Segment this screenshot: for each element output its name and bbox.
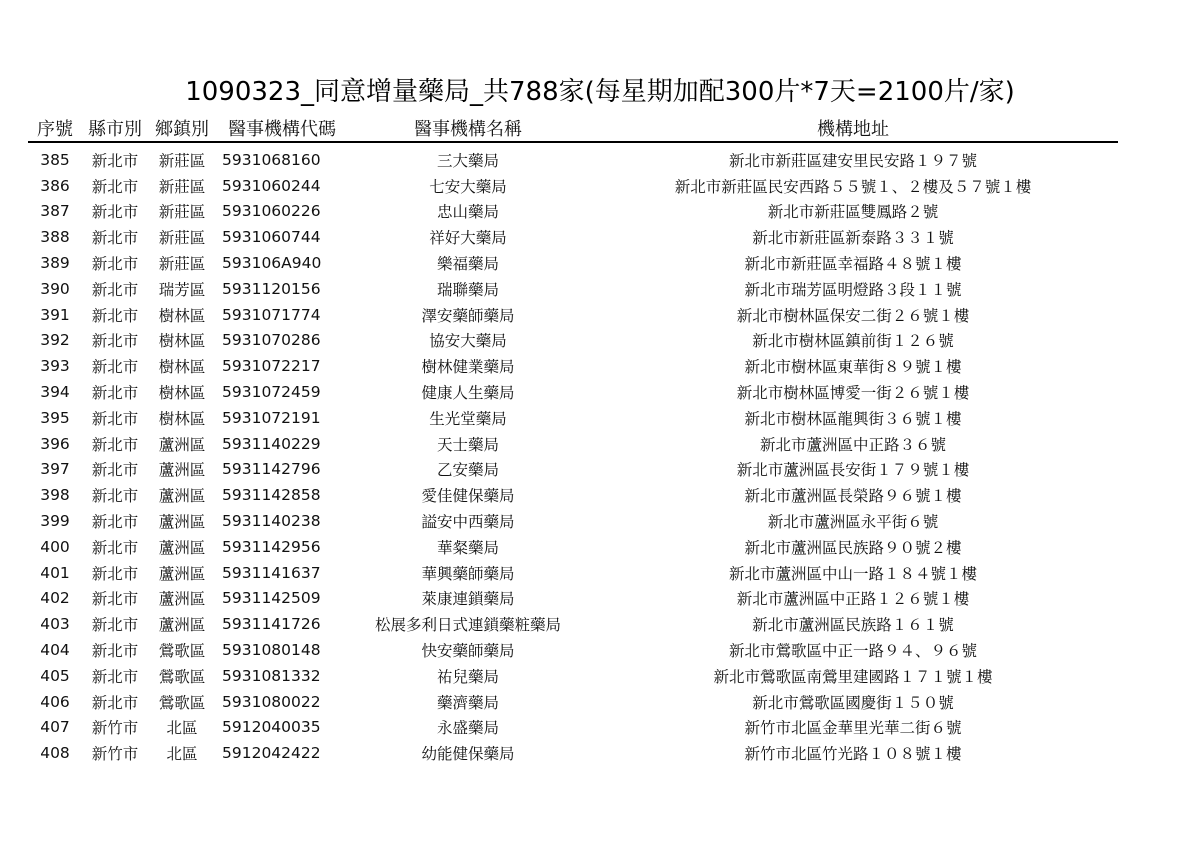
row-no: 407 — [40, 718, 70, 737]
row-no: 405 — [40, 666, 70, 685]
row-district: 瑞芳區 — [158, 280, 206, 299]
row-city: 新北市 — [91, 564, 139, 583]
header-code: 醫事機構代碼 — [228, 119, 336, 140]
row-address: 新北市蘆洲區中正路１２６號１樓 — [736, 590, 970, 609]
table-row — [28, 637, 1118, 663]
row-district: 新莊區 — [158, 255, 206, 274]
row-code: 5912040035 — [222, 718, 321, 737]
row-address: 新北市樹林區鎮前街１２６號 — [752, 332, 954, 351]
row-district: 蘆洲區 — [158, 435, 206, 454]
row-no: 404 — [40, 641, 70, 660]
row-name: 藥濟藥局 — [436, 693, 499, 712]
row-address: 新北市新莊區幸福路４８號１樓 — [744, 255, 962, 274]
row-code: 5931142858 — [222, 486, 321, 505]
row-code: 5931072191 — [222, 408, 321, 427]
row-district: 鶯歌區 — [158, 693, 206, 712]
row-code: 5931060244 — [222, 176, 321, 195]
row-name: 健康人生藥局 — [421, 384, 515, 403]
row-code: 5931141637 — [222, 563, 321, 582]
row-address: 新北市蘆洲區民族路９０號２樓 — [744, 538, 962, 557]
row-district: 樹林區 — [158, 332, 206, 351]
table-row — [28, 508, 1118, 534]
table-row — [28, 405, 1118, 431]
row-code: 5931060226 — [222, 202, 321, 221]
row-code: 5931140229 — [222, 434, 321, 453]
header-address: 機構地址 — [817, 119, 889, 140]
row-name: 天士藥局 — [436, 435, 499, 454]
row-district: 鶯歌區 — [158, 667, 206, 686]
row-name: 松展多利日式連鎖藥粧藥局 — [374, 616, 561, 635]
row-city: 新北市 — [91, 487, 139, 506]
row-code: 5931081332 — [222, 666, 321, 685]
header-no: 序號 — [37, 119, 73, 140]
row-no: 386 — [40, 176, 70, 195]
row-no: 400 — [40, 537, 70, 556]
row-code: 593106A940 — [222, 254, 322, 273]
row-no: 392 — [40, 331, 70, 350]
header-city: 縣市別 — [88, 119, 142, 140]
row-district: 蘆洲區 — [158, 590, 206, 609]
row-city: 新北市 — [91, 280, 139, 299]
table-row — [28, 534, 1118, 560]
page-title: 1090323_同意增量藥局_共788家(每星期加配300片*7天=2100片/家) — [185, 77, 1015, 107]
row-address: 新北市新莊區雙鳳路２號 — [767, 203, 939, 222]
table-body — [28, 142, 1118, 766]
row-district: 樹林區 — [158, 358, 206, 377]
table-row — [28, 276, 1118, 302]
row-city: 新北市 — [91, 358, 139, 377]
row-no: 388 — [40, 228, 70, 247]
row-name: 三大藥局 — [436, 151, 499, 170]
table-row — [28, 611, 1118, 637]
row-district: 新莊區 — [158, 203, 206, 222]
row-name: 忠山藥局 — [436, 203, 499, 222]
row-name: 幼能健保藥局 — [421, 745, 515, 764]
row-district: 樹林區 — [158, 384, 206, 403]
row-name: 華粲藥局 — [436, 538, 499, 557]
row-name: 乙安藥局 — [436, 461, 499, 480]
row-district: 蘆洲區 — [158, 461, 206, 480]
table-row — [28, 142, 1118, 173]
row-district: 新莊區 — [158, 177, 206, 196]
row-no: 406 — [40, 692, 70, 711]
table-row — [28, 250, 1118, 276]
row-name: 協安大藥局 — [429, 332, 507, 351]
row-city: 新北市 — [91, 616, 139, 635]
row-code: 5931080148 — [222, 641, 321, 660]
row-name: 愛佳健保藥局 — [421, 487, 515, 506]
row-address: 新北市蘆洲區永平街６號 — [767, 513, 939, 532]
row-name: 萊康連鎖藥局 — [421, 590, 515, 609]
row-address: 新北市瑞芳區明燈路３段１１號 — [744, 280, 962, 299]
row-district: 蘆洲區 — [158, 616, 206, 635]
table-row — [28, 586, 1118, 612]
row-address: 新北市蘆洲區長榮路９６號１樓 — [744, 487, 962, 506]
row-address: 新北市新莊區建安里民安路１９７號 — [728, 151, 977, 170]
row-no: 390 — [40, 279, 70, 298]
table-row — [28, 379, 1118, 405]
row-district: 北區 — [166, 745, 198, 764]
row-no: 394 — [40, 383, 70, 402]
row-name: 瑞聯藥局 — [436, 280, 499, 299]
row-name: 祐兒藥局 — [436, 667, 499, 686]
row-code: 5931071774 — [222, 305, 321, 324]
row-no: 391 — [40, 305, 70, 324]
row-code: 5931080022 — [222, 692, 321, 711]
row-district: 蘆洲區 — [158, 513, 206, 532]
row-city: 新北市 — [91, 461, 139, 480]
table-row — [28, 482, 1118, 508]
table-row — [28, 353, 1118, 379]
table-row — [28, 431, 1118, 457]
row-city: 新北市 — [91, 667, 139, 686]
row-no: 401 — [40, 563, 70, 582]
row-address: 新北市樹林區保安二街２６號１樓 — [736, 306, 970, 325]
row-code: 5931142509 — [222, 589, 321, 608]
row-no: 399 — [40, 512, 70, 531]
row-address: 新北市新莊區新泰路３３１號 — [752, 229, 954, 248]
row-district: 蘆洲區 — [158, 487, 206, 506]
row-address: 新北市鶯歌區國慶街１５０號 — [752, 693, 954, 712]
table-row — [28, 560, 1118, 586]
row-city: 新北市 — [91, 693, 139, 712]
row-no: 393 — [40, 357, 70, 376]
row-city: 新北市 — [91, 513, 139, 532]
row-city: 新北市 — [91, 255, 139, 274]
row-name: 生光堂藥局 — [429, 409, 507, 428]
row-no: 402 — [40, 589, 70, 608]
row-code: 5931142796 — [222, 460, 321, 479]
row-no: 403 — [40, 615, 70, 634]
row-district: 樹林區 — [158, 306, 206, 325]
table-header — [28, 115, 1118, 142]
row-no: 385 — [40, 150, 70, 169]
row-address: 新北市蘆洲區中正路３６號 — [759, 435, 946, 454]
table-row — [28, 457, 1118, 483]
row-no: 387 — [40, 202, 70, 221]
row-code: 5931142956 — [222, 537, 321, 556]
row-address: 新北市樹林區東華街８９號１樓 — [744, 358, 962, 377]
row-city: 新北市 — [91, 177, 139, 196]
table-row — [28, 328, 1118, 354]
row-code: 5931060744 — [222, 228, 321, 247]
row-address: 新竹市北區竹光路１０８號１樓 — [744, 745, 962, 764]
row-city: 新北市 — [91, 538, 139, 557]
row-city: 新北市 — [91, 435, 139, 454]
row-code: 5931070286 — [222, 331, 321, 350]
row-city: 新竹市 — [91, 719, 139, 738]
row-no: 408 — [40, 744, 70, 763]
row-address: 新竹市北區金華里光華二街６號 — [744, 719, 962, 738]
row-district: 鶯歌區 — [158, 642, 206, 661]
row-district: 樹林區 — [158, 409, 206, 428]
header-name: 醫事機構名稱 — [414, 119, 522, 140]
row-code: 5931140238 — [222, 512, 321, 531]
row-address: 新北市蘆洲區民族路１６１號 — [752, 616, 954, 635]
table-row — [28, 689, 1118, 715]
row-address: 新北市樹林區博愛一街２６號１樓 — [736, 384, 970, 403]
row-name: 謚安中西藥局 — [421, 513, 515, 532]
row-name: 樹林健業藥局 — [421, 358, 515, 377]
row-no: 396 — [40, 434, 70, 453]
row-code: 5931072217 — [222, 357, 321, 376]
row-name: 澤安藥師藥局 — [421, 306, 515, 325]
row-name: 華興藥師藥局 — [421, 564, 515, 583]
row-city: 新北市 — [91, 203, 139, 222]
table-row — [28, 173, 1118, 199]
row-name: 七安大藥局 — [429, 177, 507, 196]
table-row — [28, 302, 1118, 328]
row-code: 5931068160 — [222, 150, 321, 169]
row-city: 新北市 — [91, 151, 139, 170]
table-row — [28, 199, 1118, 225]
row-address: 新北市蘆洲區中山一路１８４號１樓 — [728, 564, 977, 583]
row-no: 389 — [40, 254, 70, 273]
row-name: 祥好大藥局 — [429, 229, 507, 248]
header-district: 鄉鎮別 — [155, 119, 209, 140]
row-city: 新北市 — [91, 332, 139, 351]
row-code: 5931120156 — [222, 279, 321, 298]
table-row — [28, 740, 1118, 766]
table-row — [28, 224, 1118, 250]
pharmacy-table — [28, 115, 1118, 766]
row-name: 樂福藥局 — [436, 255, 499, 274]
table-row — [28, 715, 1118, 741]
row-city: 新北市 — [91, 384, 139, 403]
row-name: 永盛藥局 — [436, 719, 499, 738]
row-address: 新北市鶯歌區中正一路９４、９６號 — [728, 642, 977, 661]
row-code: 5931141726 — [222, 615, 321, 634]
row-code: 5912042422 — [222, 744, 321, 763]
table-row — [28, 663, 1118, 689]
row-no: 398 — [40, 486, 70, 505]
row-no: 395 — [40, 408, 70, 427]
row-district: 蘆洲區 — [158, 538, 206, 557]
row-district: 北區 — [166, 719, 198, 738]
row-address: 新北市鶯歌區南鶯里建國路１７１號１樓 — [713, 667, 993, 686]
row-city: 新北市 — [91, 409, 139, 428]
row-name: 快安藥師藥局 — [421, 642, 515, 661]
row-address: 新北市樹林區龍興街３６號１樓 — [744, 409, 962, 428]
row-address: 新北市新莊區民安西路５５號１、２樓及５７號１樓 — [674, 177, 1032, 196]
row-city: 新竹市 — [91, 745, 139, 764]
row-district: 新莊區 — [158, 151, 206, 170]
row-code: 5931072459 — [222, 383, 321, 402]
row-district: 新莊區 — [158, 229, 206, 248]
row-city: 新北市 — [91, 229, 139, 248]
row-no: 397 — [40, 460, 70, 479]
row-address: 新北市蘆洲區長安街１７９號１樓 — [736, 461, 970, 480]
header-row — [28, 115, 1118, 142]
row-district: 蘆洲區 — [158, 564, 206, 583]
row-city: 新北市 — [91, 642, 139, 661]
row-city: 新北市 — [91, 590, 139, 609]
row-city: 新北市 — [91, 306, 139, 325]
